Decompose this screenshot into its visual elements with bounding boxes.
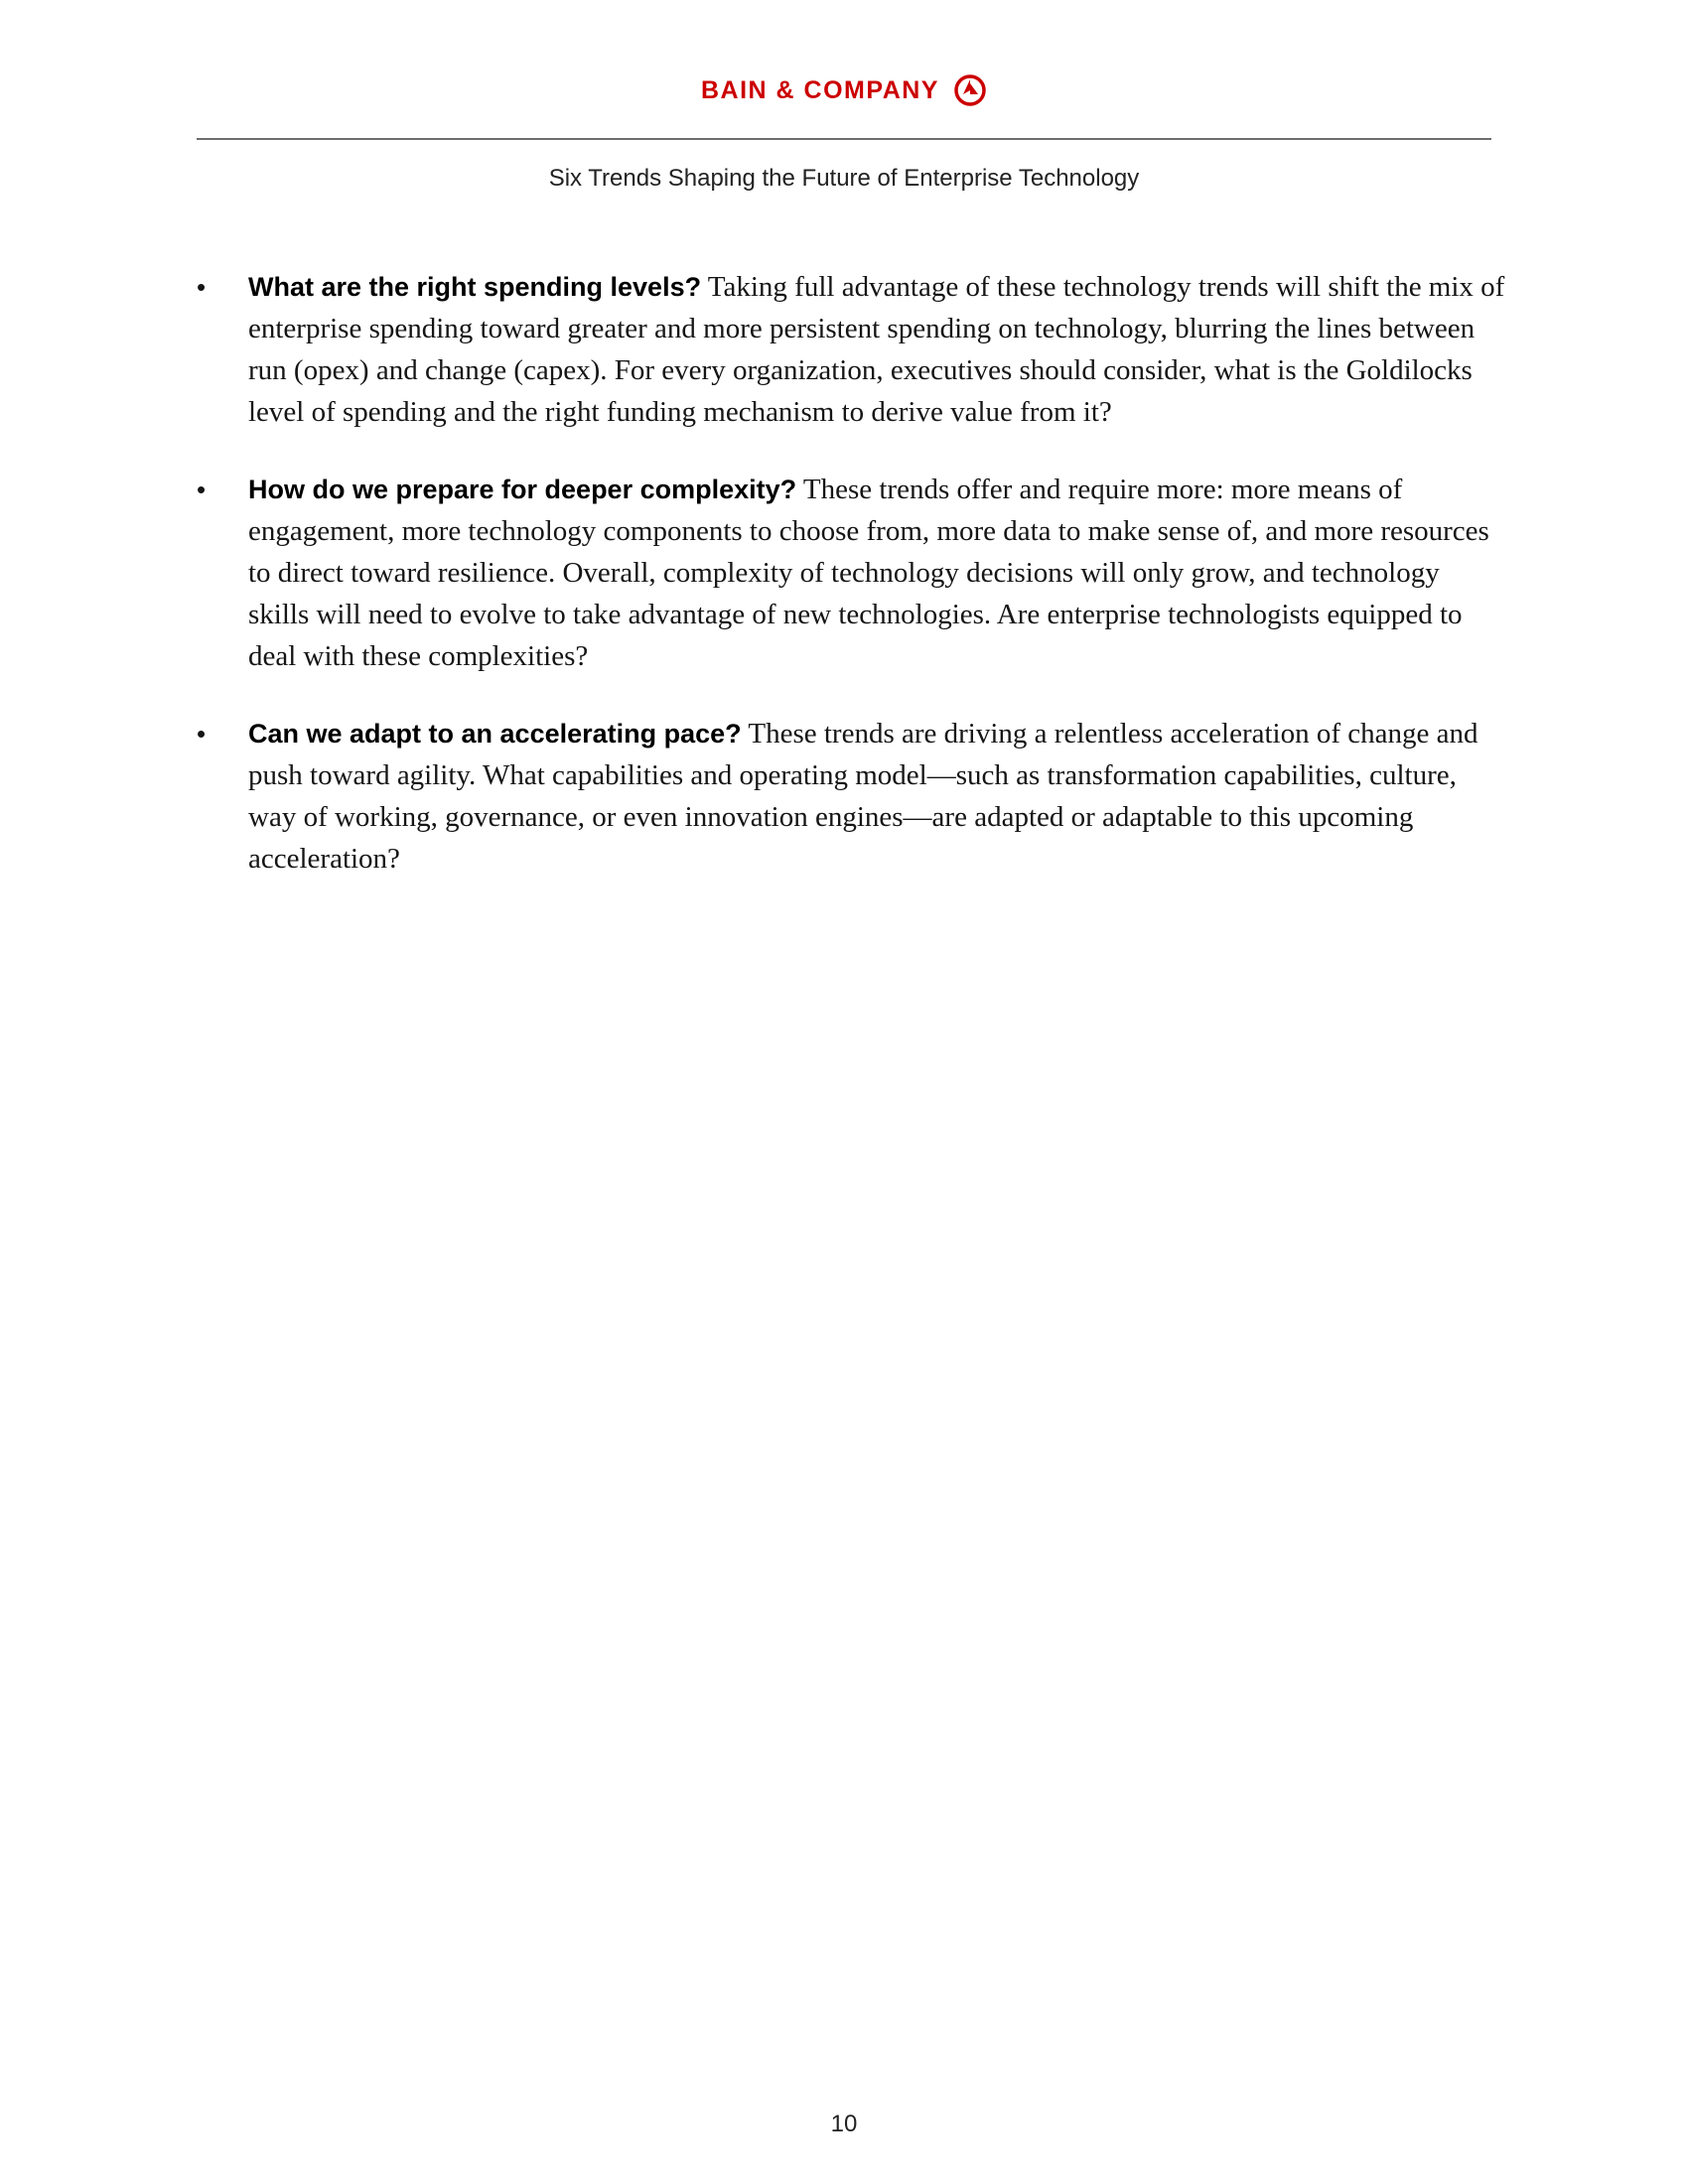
bullet-text: Taking full advantage of these technology trends will shift the mix of enterprise spending toward greater and more persistent spending on technology, blurring the lines between run (opex) and change (capex). For every organization, executives should consider, what is the Goldilocks level of spending and the right funding mechanism to derive value from it? [248,271,1505,428]
bullet-text: These trends are driving a relentless acceleration of change and push toward agility. What capabilities and operating model—such as transformation capabilities, culture, way of working, governance, or even innovation engines—are adapted or adaptable to this upcoming acceleration? [248,718,1478,875]
bullet-question: How do we prepare for deeper complexity? [248,475,797,504]
running-title: Six Trends Shaping the Future of Enterprise Technology [548,165,1140,192]
list-item [197,713,1507,880]
bullet-marker: • [197,719,207,749]
page-header [0,73,1688,107]
logo-text: BAIN & COMPANY [701,75,939,104]
bain-logo [701,73,987,107]
list-item [197,469,1507,677]
page-number: 10 [830,2111,858,2137]
bullet-question: Can we adapt to an accelerating pace? [248,719,742,749]
header-divider [197,138,1491,140]
bullet-marker: • [197,272,207,302]
bain-circle-logo-icon [953,73,987,107]
bullet-question: What are the right spending levels? [248,272,702,302]
bullet-list [197,266,1507,915]
bullet-text: These trends offer and require more: more means of engagement, more technology components to choose from, more data to make sense of, and more resources to direct toward resilience. Overall, complexity of technology decisions will only grow, and technology skills will need to evolve to take advantage of new technologies. Are enterprise technologists equipped to deal with these complexities? [248,474,1489,672]
list-item [197,266,1507,433]
bullet-marker: • [197,475,207,504]
